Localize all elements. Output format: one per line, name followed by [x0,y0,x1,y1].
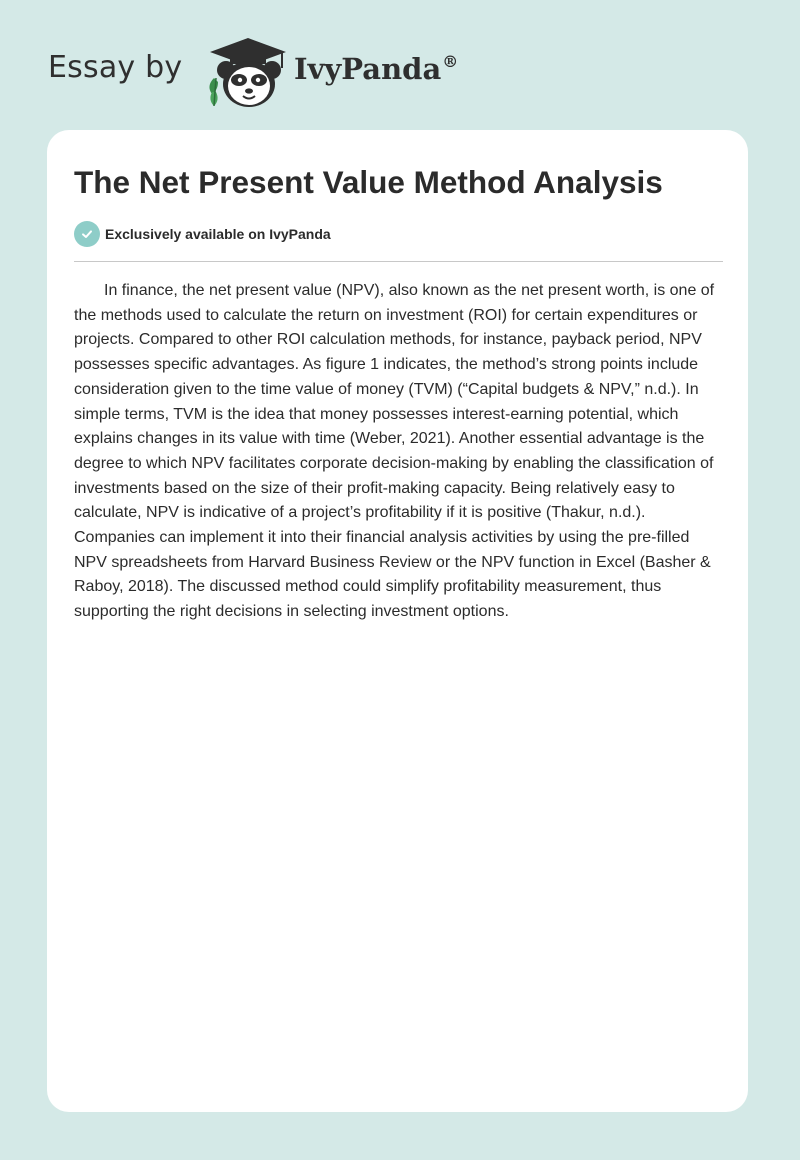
check-circle-icon [74,221,100,247]
exclusive-badge [74,221,331,247]
registered-mark: ® [442,52,459,71]
panda-graduate-logo-icon[interactable] [202,34,296,110]
brand-name-text: IvyPanda [294,52,442,86]
essay-paragraph: In finance, the net present value (NPV), also known as the net present worth, is one of the methods used to calculate the return on investment (ROI) for certain expenditures or projects. Compared to other ROI calculation methods, for instance, payback period, NPV possesses specific advantages. As figure 1 indicates, the method’s strong points include consideration given to the time value of money (TVM) (“Capital budgets & NPV,” n.d.). In simple terms, TVM is the idea that money possesses interest-earning potential, which explains changes in its value with time (Weber, 2021). Another essential advantage is the degree to which NPV facilitates corporate decision-making by enabling the classification of investments based on the size of their profit-making capacity. Being relatively easy to calculate, NPV is indicative of a project’s profitability if it is positive (Thakur, n.d.). Companies can implement it into their financial analysis activities by using the pre-filled NPV spreadsheets from Harvard Business Review or the NPV function in Excel (Basher & Raboy, 2018). The discussed method could simplify profitability measurement, thus supporting the right decisions in selecting investment options. [74,282,715,621]
essay-by-label: Essay by [48,50,183,85]
title-divider [74,261,723,262]
brand-name[interactable] [294,52,458,86]
essay-card [47,130,748,1112]
page-title: The Net Present Value Method Analysis [74,164,663,200]
site-header [48,34,528,110]
exclusive-badge-text: Exclusively available on IvyPanda [105,226,331,242]
